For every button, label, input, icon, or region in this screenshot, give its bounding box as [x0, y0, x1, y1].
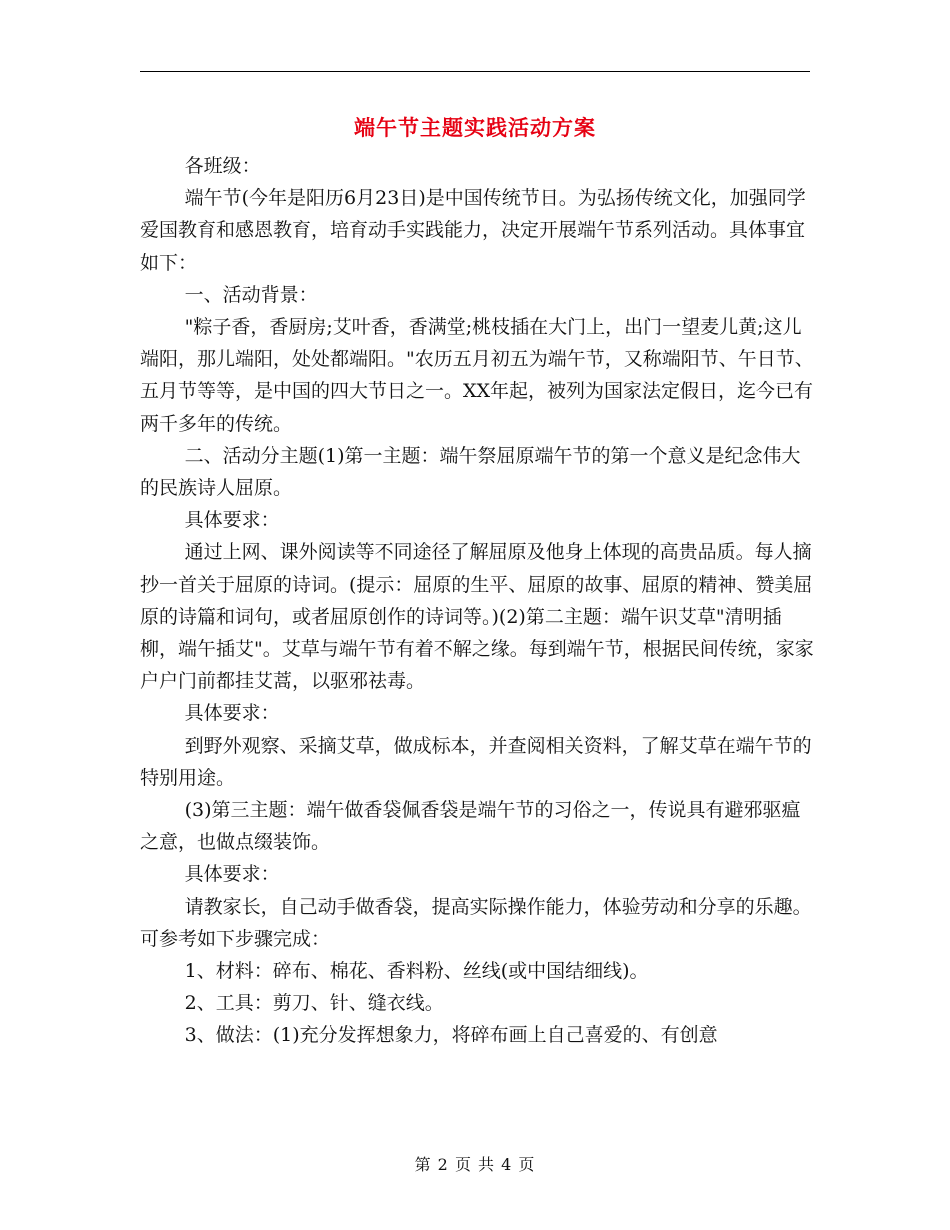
paragraph-theme-1: 二、活动分主题(1)第一主题：端午祭屈原端午节的第一个意义是纪念伟大的民族诗人屈原。	[140, 444, 801, 500]
paragraph-requirements-3: 请教家长，自己动手做香袋，提高实际操作能力，体验劳动和分享的乐趣。可参考如下步骤完成：	[140, 895, 812, 950]
list-item-method: 3、做法：(1)充分发挥想象力，将碎布画上自己喜爱的、有创意	[184, 1024, 718, 1047]
list-item-tools: 2、工具：剪刀、针、缝衣线。	[184, 992, 444, 1015]
section-heading-background: 一、活动背景：	[184, 283, 318, 306]
paragraph-theme-3: (3)第三主题：端午做香袋佩香袋是端午节的习俗之一，传说具有避邪驱瘟之意，也做点缀装饰。	[140, 799, 801, 854]
subheading-requirements-3: 具体要求：	[184, 863, 280, 886]
paragraph-requirements-1: 通过上网、课外阅读等不同途径了解屈原及他身上体现的高贵品质。每人摘抄一首关于屈原的诗词。(提示：屈原的生平、屈原的故事、屈原的精神、赞美屈原的诗篇和词句，或者屈原创作的诗词等。)(2)第二主题：端午识艾草"清明插柳，端午插艾"。艾草与端午节有着不解之缘。每到端午节，根据民间传统，家家户户门前都挂艾蒿，以驱邪祛毒。	[140, 541, 814, 693]
header-rule	[140, 71, 810, 72]
paragraph-requirements-2: 到野外观察、采摘艾草，做成标本，并查阅相关资料，了解艾草在端午节的特别用途。	[140, 734, 812, 789]
document-title: 端午节主题实践活动方案	[354, 115, 596, 140]
document-body	[140, 150, 815, 1052]
paragraph-background: "粽子香，香厨房;艾叶香，香满堂;桃枝插在大门上，出门一望麦儿黄;这儿端阳，那儿端阳，处处都端阳。"农历五月初五为端午节，又称端阳节、午日节、五月节等等，是中国的四大节日之一。XX年起，被列为国家法定假日，迄今已有两千多年的传统。	[140, 316, 814, 435]
page-number: 第 2 页 共 4 页	[414, 1155, 536, 1174]
paragraph-salutation: 各班级：	[184, 155, 261, 177]
paragraph-intro: 端午节(今年是阳历6月23日)是中国传统节日。为弘扬传统文化，加强同学爱国教育和感恩教育，培育动手实践能力，决定开展端午节系列活动。具体事宜如下：	[140, 187, 806, 274]
list-item-materials: 1、材料：碎布、棉花、香料粉、丝线(或中国结细线)。	[184, 960, 649, 983]
subheading-requirements-1: 具体要求：	[184, 509, 280, 532]
subheading-requirements-2: 具体要求：	[184, 702, 280, 725]
